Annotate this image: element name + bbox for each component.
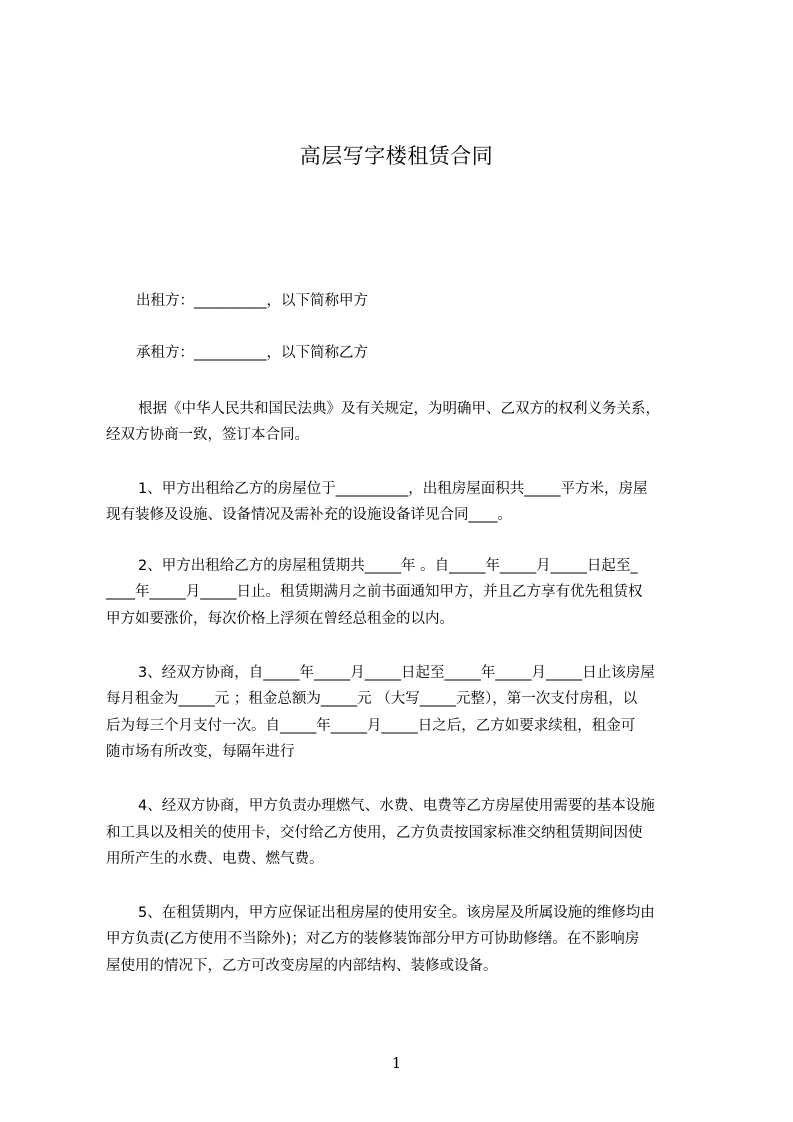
document-title: 高层写字楼租赁合同 [299, 144, 494, 168]
lessor-text: 出租方：__________，以下简称甲方 [136, 293, 368, 309]
clause3-text-2: 每月租金为_____元 ；租金总额为_____元 （大写_____元整），第一次支付房租，以 [106, 691, 638, 707]
clause1-text-2: 现有装修及设施、设备情况及需补充的设施设备详见合同____。 [106, 507, 512, 523]
clause2-text-2: ____年_____月_____日止。租赁期满月之前书面通知甲方，并且乙方享有优先租赁权 [106, 584, 643, 600]
preamble-text-1: 根据《中华人民共和国民法典》及有关规定，为明确甲、乙双方的权利义务关系， [138, 401, 660, 417]
page-number: 1 [391, 1054, 402, 1072]
clause4-text-2: 和工具以及相关的使用卡，交付给乙方使用，乙方负责按国家标准交纳租赁期间因使 [106, 825, 643, 841]
clause1-text-1: 1、甲方出租给乙方的房屋位于__________，出租房屋面积共_____平方米，房屋 [138, 481, 648, 497]
clause3-text-4: 随市场有所改变，每隔年进行 [106, 744, 295, 760]
lessee-text: 承租方：__________，以下简称乙方 [136, 345, 368, 361]
clause5-text-3: 屋使用的情况下，乙方可改变房屋的内部结构、装修或设备。 [106, 958, 498, 974]
clause4-text-1: 4、经双方协商，甲方负责办理燃气、水费、电费等乙方房屋使用需要的基本设施 [138, 798, 655, 814]
clause3-text-3: 后为每三个月支付一次。自_____年_____月_____日之后，乙方如要求续租，租金可 [106, 718, 636, 734]
clause5-text-2: 甲方负责(乙方使用不当除外)；对乙方的装修装饰部分甲方可协助修缮。在不影响房 [106, 931, 640, 947]
clause3-text-1: 3、经双方协商，自_____年_____月_____日起至_____年_____月_____日止该房屋 [138, 665, 655, 681]
clause2-text-3: 甲方如要涨价，每次价格上浮须在曾经总租金的以内。 [106, 611, 454, 627]
preamble-text-2: 经双方协商一致，签订本合同。 [106, 427, 309, 443]
clause4-text-3: 用所产生的水费、电费、燃气费。 [106, 851, 324, 867]
clause5-text-1: 5、在租赁期内，甲方应保证出租房屋的使用安全。该房屋及所属设施的维修均由 [138, 905, 655, 921]
clause2-text-1: 2、甲方出租给乙方的房屋租赁期共_____年 。自_____年_____月_____日起至_ [138, 558, 638, 574]
